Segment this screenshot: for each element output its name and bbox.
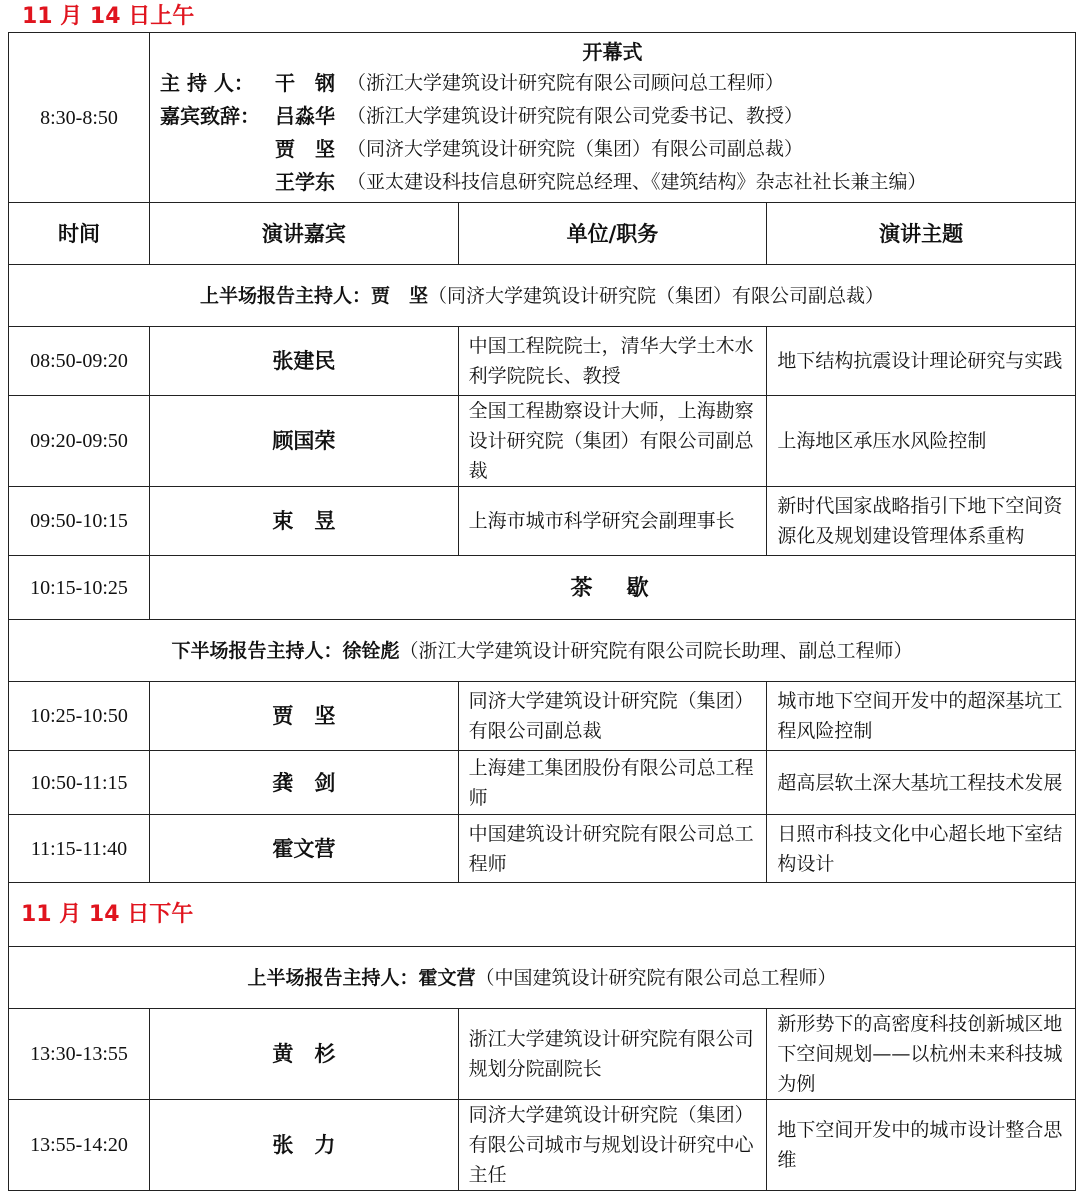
session3-desc: （中国建筑设计研究院有限公司总工程师） <box>475 966 837 989</box>
opening-line <box>150 166 1075 199</box>
table-row <box>9 487 1076 556</box>
opening-role: 嘉宾致辞： <box>160 103 260 128</box>
row-time: 10:50-11:15 <box>9 751 150 815</box>
row-org: 中国建筑设计研究院有限公司总工程师 <box>458 815 767 883</box>
opening-name: 吕淼华 <box>275 103 335 128</box>
table-row <box>9 682 1076 751</box>
row-time: 08:50-09:20 <box>9 327 150 396</box>
session1-label: 上半场报告主持人： <box>199 284 371 307</box>
row-speaker: 霍文营 <box>150 815 459 883</box>
opening-role: 主 持 人： <box>160 70 254 95</box>
row-topic: 地下结构抗震设计理论研究与实践 <box>767 327 1076 396</box>
row-topic: 新时代国家战略指引下地下空间资源化及规划建设管理体系重构 <box>767 487 1076 556</box>
row-time: 09:50-10:15 <box>9 487 150 556</box>
session1-name: 贾 坚 <box>370 284 428 307</box>
row-time: 09:20-09:50 <box>9 396 150 487</box>
opening-cell <box>150 33 1076 203</box>
row-speaker: 黄 杉 <box>150 1009 459 1100</box>
opening-desc: （浙江大学建筑设计研究院有限公司顾问总工程师） <box>347 71 785 94</box>
table-row <box>9 1009 1076 1100</box>
table-row <box>9 396 1076 487</box>
session2-desc: （浙江大学建筑设计研究院有限公司院长助理、副总工程师） <box>399 639 913 662</box>
row-topic: 日照市科技文化中心超长地下室结构设计 <box>767 815 1076 883</box>
row-speaker: 龚 剑 <box>150 751 459 815</box>
row-topic: 上海地区承压水风险控制 <box>767 396 1076 487</box>
row-org: 浙江大学建筑设计研究院有限公司规划分院副院长 <box>458 1009 767 1100</box>
row-topic: 城市地下空间开发中的超深基坑工程风险控制 <box>767 682 1076 751</box>
row-org: 同济大学建筑设计研究院（集团）有限公司副总裁 <box>458 682 767 751</box>
opening-desc: （同济大学建筑设计研究院（集团）有限公司副总裁） <box>347 137 804 160</box>
row-org: 同济大学建筑设计研究院（集团）有限公司城市与规划设计研究中心主任 <box>458 1100 767 1191</box>
header-speaker: 演讲嘉宾 <box>150 203 459 265</box>
tea-label: 茶 歇 <box>150 556 1076 620</box>
opening-time: 8:30-8:50 <box>9 33 150 203</box>
session1-desc: （同济大学建筑设计研究院（集团）有限公司副总裁） <box>428 284 885 307</box>
session-host-row <box>9 947 1076 1009</box>
table-row <box>9 815 1076 883</box>
table-row <box>9 327 1076 396</box>
opening-title: 开幕式 <box>582 39 643 64</box>
schedule-table-morning <box>8 32 1076 1191</box>
table-row <box>9 751 1076 815</box>
opening-role <box>150 166 275 199</box>
opening-row <box>9 33 1076 203</box>
opening-name: 贾 坚 <box>275 136 335 161</box>
row-topic: 新形势下的高密度科技创新城区地下空间规划——以杭州未来科技城为例 <box>767 1009 1076 1100</box>
row-time: 13:30-13:55 <box>9 1009 150 1100</box>
row-time: 13:55-14:20 <box>9 1100 150 1191</box>
session2-host <box>9 620 1076 682</box>
session2-name: 徐铨彪 <box>342 639 400 662</box>
session-host-row <box>9 620 1076 682</box>
session1-host <box>9 265 1076 327</box>
row-topic: 地下空间开发中的城市设计整合思维 <box>767 1100 1076 1191</box>
header-org: 单位/职务 <box>458 203 767 265</box>
tea-break-row <box>9 556 1076 620</box>
opening-role <box>150 133 275 166</box>
row-speaker: 张建民 <box>150 327 459 396</box>
row-org: 上海市城市科学研究会副理事长 <box>458 487 767 556</box>
row-speaker: 束 昱 <box>150 487 459 556</box>
header-row <box>9 203 1076 265</box>
row-time: 10:25-10:50 <box>9 682 150 751</box>
opening-name: 王学东 <box>275 169 335 194</box>
opening-name: 干 钢 <box>275 70 335 95</box>
header-topic: 演讲主题 <box>767 203 1076 265</box>
session3-host <box>9 947 1076 1009</box>
header-time: 时间 <box>9 203 150 265</box>
row-speaker: 贾 坚 <box>150 682 459 751</box>
opening-line <box>150 100 1075 133</box>
row-speaker: 顾国荣 <box>150 396 459 487</box>
opening-line <box>150 133 1075 166</box>
day1-label: 11 月 14 日上午 <box>22 4 195 29</box>
opening-desc: （亚太建设科技信息研究院总经理、《建筑结构》杂志社社长兼主编） <box>347 170 927 193</box>
session2-label: 下半场报告主持人： <box>171 639 343 662</box>
opening-line <box>150 67 1075 100</box>
row-speaker: 张 力 <box>150 1100 459 1191</box>
day2-label-row <box>9 883 1076 947</box>
session3-name: 霍文营 <box>418 966 476 989</box>
day2-label-cell <box>9 883 1076 947</box>
opening-desc: （浙江大学建筑设计研究院有限公司党委书记、教授） <box>347 104 804 127</box>
table-row <box>9 1100 1076 1191</box>
row-org: 全国工程勘察设计大师，上海勘察设计研究院（集团）有限公司副总裁 <box>458 396 767 487</box>
row-topic: 超高层软土深大基坑工程技术发展 <box>767 751 1076 815</box>
session3-label: 上半场报告主持人： <box>247 966 419 989</box>
session-host-row <box>9 265 1076 327</box>
row-org: 上海建工集团股份有限公司总工程师 <box>458 751 767 815</box>
row-time: 11:15-11:40 <box>9 815 150 883</box>
tea-time: 10:15-10:25 <box>9 556 150 620</box>
day2-label: 11 月 14 日下午 <box>21 901 194 927</box>
row-org: 中国工程院院士，清华大学土木水利学院院长、教授 <box>458 327 767 396</box>
